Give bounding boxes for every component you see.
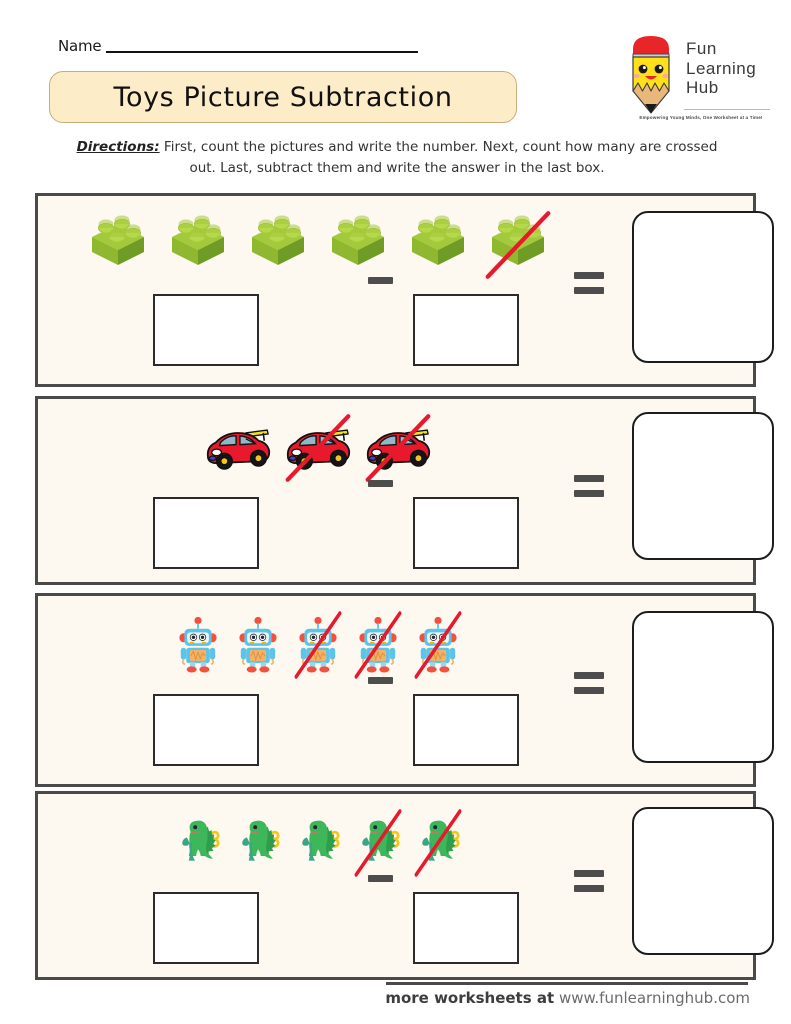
logo-divider	[684, 109, 770, 110]
name-label: Name	[58, 37, 102, 55]
directions-line-1: First, count the pictures and write the number. Next, count how many are crossed	[163, 139, 718, 155]
picture-group-2	[38, 407, 598, 489]
minuend-box-4[interactable]	[153, 892, 259, 964]
pencil-mascot-icon	[624, 33, 678, 117]
problem-panel-4	[35, 791, 756, 980]
minus-sign-icon	[368, 677, 393, 684]
subtrahend-box-3[interactable]	[413, 694, 519, 766]
minuend-box-1[interactable]	[153, 294, 259, 366]
brand-line-1: Fun	[686, 39, 717, 58]
subtrahend-box-4[interactable]	[413, 892, 519, 964]
toy-car-icon-crossed-out	[362, 412, 434, 484]
dinosaur-icon	[232, 807, 284, 879]
problem-panel-2	[35, 396, 756, 585]
dinosaur-icon	[172, 807, 224, 879]
dinosaur-icon-crossed-out	[352, 807, 404, 879]
robot-icon-crossed-out	[412, 609, 464, 681]
lego-brick-icon	[402, 209, 474, 281]
toy-car-icon-crossed-out	[282, 412, 354, 484]
name-write-line[interactable]	[106, 51, 418, 53]
directions-label: Directions:	[76, 139, 160, 155]
answer-box-1[interactable]	[632, 211, 774, 363]
brand-line-3: Hub	[686, 78, 719, 97]
brand-tagline: Empowering Young Minds, One Worksheet at a Time!	[639, 115, 763, 120]
footer-divider	[386, 982, 748, 985]
equals-sign-icon	[574, 272, 604, 294]
minus-sign-icon	[368, 277, 393, 284]
equals-sign-icon	[574, 475, 604, 497]
minus-sign-icon	[368, 875, 393, 882]
equals-sign-icon	[574, 870, 604, 892]
problem-panel-3	[35, 593, 756, 787]
robot-icon	[172, 609, 224, 681]
subtrahend-box-2[interactable]	[413, 497, 519, 569]
minuend-box-3[interactable]	[153, 694, 259, 766]
dinosaur-icon-crossed-out	[412, 807, 464, 879]
lego-brick-icon	[242, 209, 314, 281]
footer-bold-text: more worksheets at	[385, 989, 555, 1007]
page-title: Toys Picture Subtraction	[113, 81, 453, 113]
lego-brick-icon-crossed-out	[482, 209, 554, 281]
picture-group-1	[38, 204, 598, 286]
name-field-row	[58, 30, 418, 56]
toy-car-icon	[202, 412, 274, 484]
footer-credit	[330, 989, 750, 1007]
directions-line-2: out. Last, subtract them and write the answer in the last box.	[189, 160, 605, 176]
robot-icon-crossed-out	[352, 609, 404, 681]
brand-logo	[618, 33, 774, 131]
picture-group-3	[38, 604, 598, 686]
lego-brick-icon	[162, 209, 234, 281]
problem-panel-1	[35, 193, 756, 387]
robot-icon	[232, 609, 284, 681]
directions-block	[52, 137, 742, 179]
subtrahend-box-1[interactable]	[413, 294, 519, 366]
lego-brick-icon	[82, 209, 154, 281]
lego-brick-icon	[322, 209, 394, 281]
brand-line-2: Learning	[686, 58, 757, 78]
equals-sign-icon	[574, 672, 604, 694]
answer-box-4[interactable]	[632, 807, 774, 955]
minuend-box-2[interactable]	[153, 497, 259, 569]
answer-box-2[interactable]	[632, 412, 774, 560]
minus-sign-icon	[368, 480, 393, 487]
worksheet-title-banner	[49, 71, 517, 123]
brand-wordmark	[686, 39, 756, 98]
robot-icon-crossed-out	[292, 609, 344, 681]
dinosaur-icon	[292, 807, 344, 879]
footer-url: www.funlearninghub.com	[558, 989, 750, 1007]
picture-group-4	[38, 802, 598, 884]
answer-box-3[interactable]	[632, 611, 774, 763]
